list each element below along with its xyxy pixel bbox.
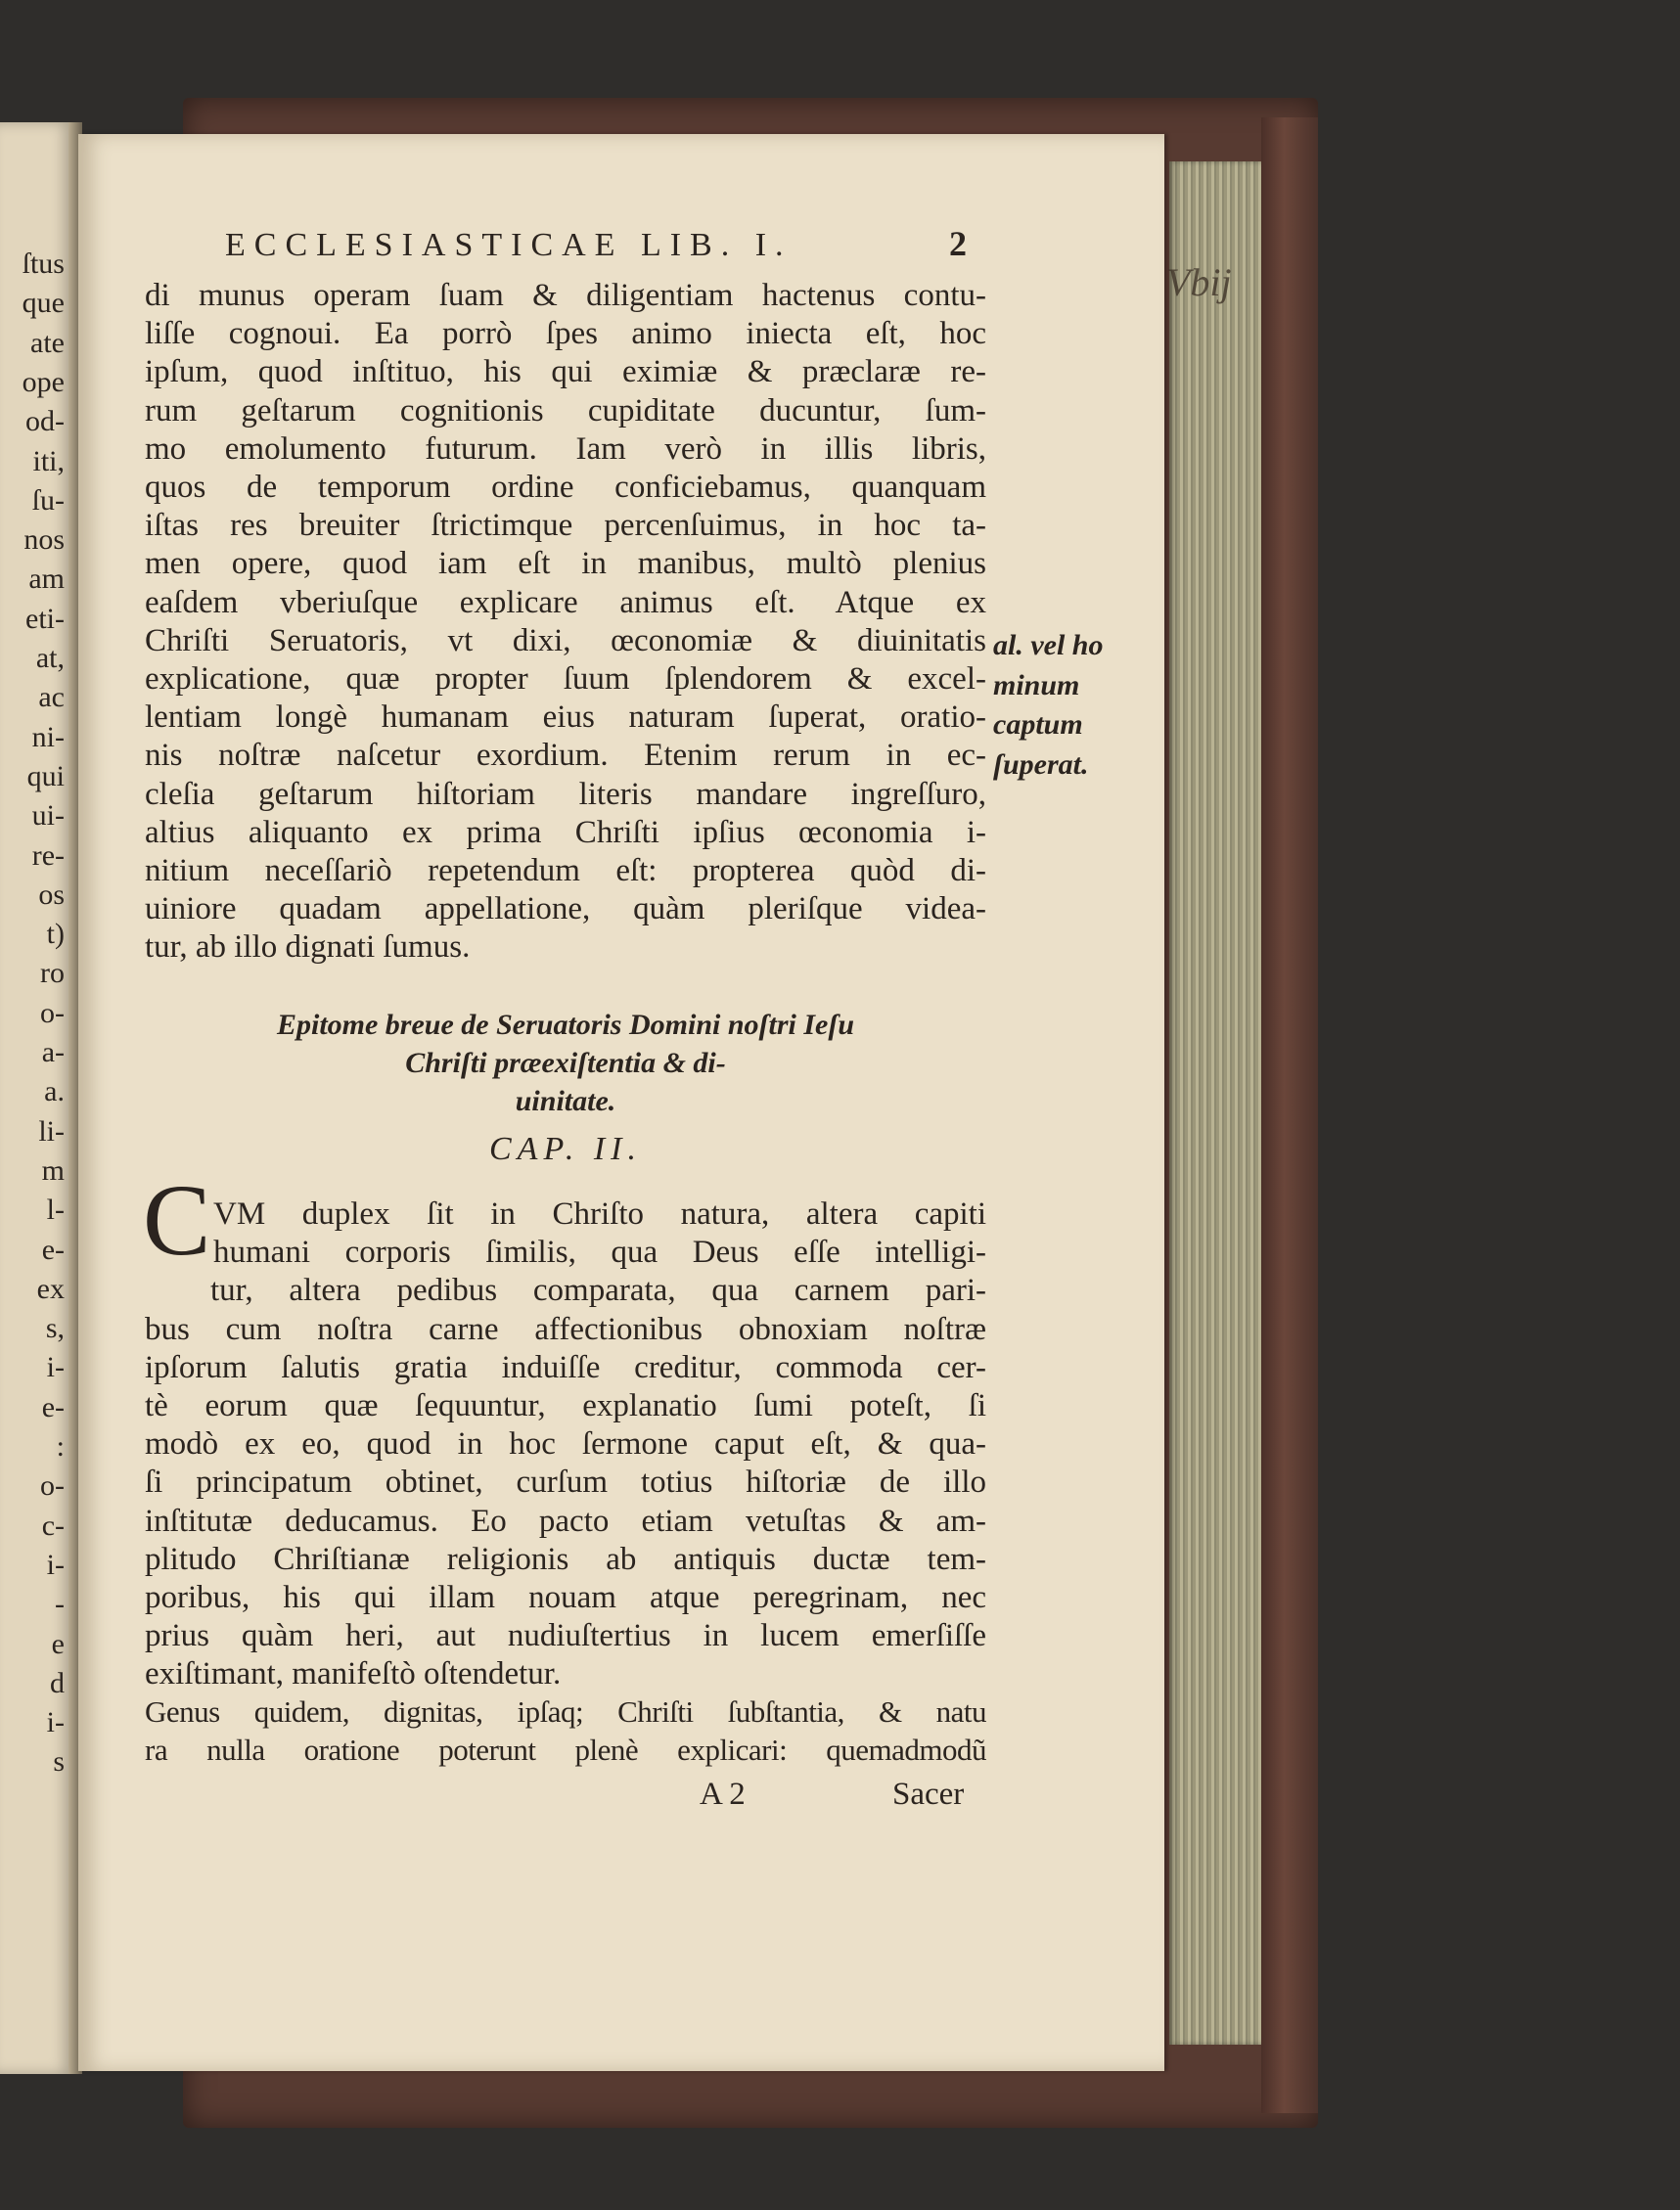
- text-line: rum geſtarum cognitionis cupiditate ducuntur, ſum-: [145, 392, 986, 428]
- left-page-line-fragment: i-: [46, 1706, 65, 1739]
- left-page-line-fragment: d: [50, 1666, 65, 1699]
- left-page-line-fragment: que: [22, 287, 65, 320]
- drop-cap: C: [143, 1164, 211, 1277]
- text-line: ipſorum ſalutis gratia induiſſe creditur, commoda cer-: [145, 1349, 986, 1385]
- text-line: altius aliquanto ex prima Chriſti ipſius œconomia i-: [145, 814, 986, 850]
- text-line: bus cum noſtra carne affectionibus obnoxiam noſtræ: [145, 1311, 986, 1347]
- text-line: eaſdem vberiuſque explicare animus eſt. Atque ex: [145, 584, 986, 620]
- text-line: inſtitutæ deducamus. Eo pacto etiam vetuſtas & am-: [145, 1503, 986, 1539]
- section-title-line: Chriſti præexiſtentia & di-: [405, 1047, 726, 1079]
- handwritten-edge-note: Vbij: [1166, 260, 1232, 304]
- left-page-line-fragment: ope: [22, 365, 65, 398]
- left-page-line-fragment: e: [51, 1627, 65, 1660]
- running-head: ECCLESIASTICAE LIB. I.: [225, 227, 793, 263]
- section-title-line: Epitome breue de Seruatoris Domini noſtri Ieſu: [276, 1009, 855, 1041]
- section-title-line: uinitate.: [515, 1085, 616, 1117]
- text-line: Genus quidem, dignitas, ipſaq; Chriſti ſubſtantia, & natu: [145, 1694, 986, 1729]
- left-page-line-fragment: i-: [46, 1351, 65, 1384]
- text-line: nitium neceſſariò repetendum eſt: propterea quòd di-: [145, 853, 986, 888]
- left-page-line-fragment: od-: [25, 405, 65, 438]
- left-page-line-fragment: o-: [40, 996, 65, 1029]
- left-page-line-fragment: t): [46, 918, 65, 951]
- left-page-line-fragment: iti,: [32, 444, 65, 477]
- left-page-line-fragment: at,: [35, 642, 65, 674]
- marginal-note-line: al. vel ho: [993, 629, 1104, 661]
- left-page-line-fragment: :: [56, 1430, 65, 1463]
- marginal-note-line: minum: [993, 668, 1080, 701]
- text-line: cleſia geſtarum hiſtoriam literis mandare ingreſſuro,: [145, 776, 986, 812]
- text-line: prius quàm heri, aut nudiuſtertius in lucem emerſiſſe: [145, 1618, 986, 1654]
- text-line: poribus, his qui illam nouam atque peregrinam, nec: [145, 1580, 986, 1615]
- signature-mark: A 2: [700, 1777, 746, 1812]
- text-line: Chriſti Seruatoris, vt dixi, œconomiæ & diuinitatis: [145, 622, 986, 658]
- left-page-line-fragment: ui-: [31, 799, 65, 833]
- left-page-line-fragment: li-: [38, 1114, 65, 1148]
- left-page-line-fragment: ſu-: [31, 483, 65, 517]
- text-line: tur, altera pedibus comparata, qua carnem pari-: [210, 1273, 986, 1309]
- text-line: ipſum, quod inſtituo, his qui eximiæ & præclaræ re-: [145, 354, 986, 390]
- text-line: VM duplex ſit in Chriſto natura, altera capiti: [213, 1196, 986, 1232]
- text-line: humani corporis ſimilis, qua Deus eſſe intelligi-: [213, 1235, 986, 1271]
- left-page-line-fragment: qui: [26, 759, 65, 792]
- text-line: ſi principatum obtinet, curſum totius hiſtoriæ de illo: [145, 1465, 986, 1501]
- text-line: modò ex eo, quod in hoc ſermone caput eſt, & qua-: [145, 1426, 986, 1463]
- left-page-line-fragment: ac: [38, 681, 65, 714]
- catchword: Sacer: [892, 1777, 965, 1812]
- text-line: uiniore quadam appellatione, quàm pleriſque videa-: [145, 891, 986, 927]
- left-page-line-fragment: ex: [36, 1272, 65, 1305]
- text-line: nis noſtræ naſcetur exordium. Etenim rerum in ec-: [145, 738, 986, 774]
- left-page-line-fragment: eti-: [25, 602, 65, 635]
- text-line: quos de temporum ordine conficiebamus, quanquam: [145, 470, 986, 505]
- text-line: explicatione, quæ propter ſuum ſplendorem & excel-: [145, 661, 986, 697]
- left-page-line-fragment: re-: [31, 838, 65, 872]
- left-page-line-fragment: ate: [30, 326, 65, 359]
- left-page-line-fragment: l-: [46, 1194, 65, 1227]
- left-page-line-fragment: s: [53, 1745, 65, 1779]
- marginal-note-line: ſuperat.: [993, 747, 1089, 781]
- left-page-line-fragment: ſtus: [22, 248, 65, 280]
- page-block-fore-edge: [1169, 161, 1261, 2045]
- left-page-line-fragment: m: [41, 1153, 65, 1187]
- left-page-line-fragment: s,: [45, 1312, 65, 1345]
- left-page-line-fragment: am: [28, 563, 65, 596]
- left-page-line-fragment: ro: [40, 957, 65, 990]
- left-page-line-fragment: o-: [40, 1469, 65, 1503]
- left-page-line-fragment: c-: [41, 1509, 65, 1542]
- left-page-line-fragment: -: [55, 1588, 65, 1621]
- text-line: lentiam longè humanam eius naturam ſuperat, oratio-: [145, 699, 986, 736]
- text-line: men opere, quod iam eſt in manibus, multò plenius: [145, 546, 986, 582]
- left-page-line-fragment: os: [38, 878, 65, 911]
- cover-spine-edge: [1261, 117, 1318, 2113]
- text-line: ra nulla oratione poterunt plenè explicari: quemadmodũ: [145, 1733, 986, 1768]
- marginal-note-line: captum: [993, 708, 1083, 741]
- text-line: iſtas res breuiter ſtrictimque percenſuimus, in hoc ta-: [145, 508, 986, 544]
- text-line: plitudo Chriſtianæ religionis ab antiquis ductæ tem-: [145, 1541, 986, 1577]
- left-page-line-fragment: nos: [23, 523, 65, 557]
- text-line: mo emolumento futurum. Iam verò in illis libris,: [145, 430, 986, 467]
- page-number: 2: [949, 224, 967, 263]
- text-line: tur, ab illo dignati ſumus.: [145, 929, 471, 966]
- left-page-line-fragment: a-: [41, 1036, 65, 1068]
- text-line: exiſtimant, manifeſtò oſtendetur.: [145, 1656, 562, 1692]
- text-line: tè eorum quæ ſequuntur, explanatio ſumi poteſt, ſi: [145, 1388, 986, 1423]
- text-line: liſſe cognoui. Ea porrò ſpes animo iniecta eſt, hoc: [145, 316, 986, 352]
- left-page-line-fragment: a.: [44, 1075, 65, 1108]
- left-page-line-fragment: i-: [46, 1548, 65, 1581]
- left-page-line-fragment: e-: [41, 1390, 65, 1423]
- left-page-line-fragment: ni-: [31, 720, 65, 753]
- chapter-heading: CAP. II.: [489, 1131, 642, 1167]
- text-line: di munus operam ſuam & diligentiam hactenus contu-: [145, 278, 986, 313]
- left-page-line-fragment: e-: [41, 1233, 65, 1266]
